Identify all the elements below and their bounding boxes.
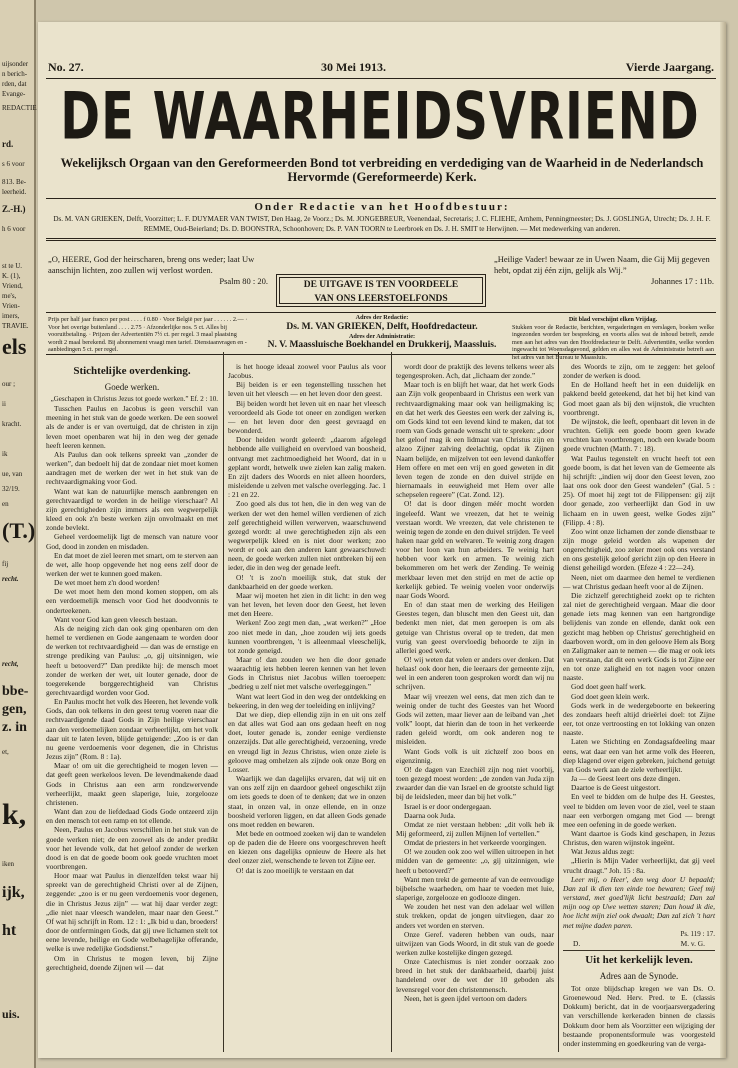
paragraph: Onze Geref. vaderen hebben van ouds, naar uitwijzen van Gods Woord, in dit stuk van de goede werken zulke kostelijke dingen gezegd.	[396, 929, 554, 957]
paragraph: Omdat ze niet verstaan hebben: „dit volk heb ik Mij geformeerd, zij zullen Mijnen lof vertellen.”	[396, 819, 554, 838]
paragraph: Maar o! dan zouden we hen die door genade waarachtig iets hebben leeren kennen van het leven Gods in Christus niet Jacobus willen toeroepen: „bedrieg u zelf niet met valsche overleggingen.”	[228, 655, 386, 692]
prev-fragment: TRAVIE.	[2, 322, 29, 330]
address-name: Ds. M. VAN GRIEKEN, Delft, Hoofdredacteur.	[286, 321, 478, 332]
paragraph: En o! dan staat men de werking des Heiligen Geestes tegen, dan bluscht men den Geest uit, dan bedenkt men niet, dat men geroepen is om als getuige van Christus overal op te treden, dat men vurig van geest overvloedig behoorde te zijn in allerlei goed werk.	[396, 600, 554, 655]
column-4	[563, 362, 715, 1052]
paragraph: Met bede en ootmoed zoeken wij dan te wandelen op de paden die de Heere ons voorgeschreven heeft en kiezen ons dagelijks opnieuw de Heere als het deel onzer ziel, wenschende te leven tot Zijne eer.	[228, 828, 386, 866]
paragraph: O! we zouden ook zoo wel willen uitroepen in het midden van de gemeente: „o, gij uitzinnigen, wie heeft u betooverd?”	[396, 847, 554, 875]
signature: D.	[573, 938, 581, 948]
paragraph: Om in Christus te mogen leven, bij Zijne gerechtigheid, doende Zijnen wil — dat	[46, 953, 218, 972]
paragraph: Wat Jezus aldus zegt:	[571, 847, 635, 857]
prev-big-fragment: ht	[2, 922, 17, 939]
prev-fragment: rden, dat	[2, 80, 27, 88]
prev-fragment: Z.-H.)	[2, 204, 26, 214]
john-verse	[494, 254, 714, 287]
prev-fragment: bbe-	[2, 684, 29, 699]
paragraph: wordt door de praktijk des levens telkens weer als tegengesproken. Ach, dat „lichaam der zonde.”	[396, 362, 554, 381]
paragraph: Daarna ook Juda.	[404, 810, 456, 820]
prev-fragment: 32/19.	[2, 485, 20, 493]
address-label: Adres der Redactie:	[355, 314, 409, 321]
issue-volume: Vierde Jaargang.	[625, 60, 714, 74]
paragraph: Tusschen Paulus en Jacobus is geen verschil van meening in het stuk van de goede werken. De een soowel als de ander is er van overtuigd, dat de christen in zijn leven moet openbaren wat hij in den weg der genade heeft leeren kennen.	[46, 404, 218, 450]
paragraph: O! de dagen van Ezechiël zijn nog niet voorbij, toen gezegd moest worden: „de zonden van Juda zijn zwaarder dan die van Israel en de grootste schuld ligt bij de leidsleden, meer dan bij het volk.”	[396, 764, 554, 802]
prev-big-fragment: ijk,	[2, 884, 25, 901]
paragraph: De wijnstok, die leeft, openbaart dit leven in de vruchten. Gelijk een goede boom geen kwade vruchten kan voortbrengen, noch een kwade boom goede vruchten (Matth. 7 : 18).	[563, 416, 715, 454]
paragraph: Israel is er door ondergegaan.	[404, 801, 492, 811]
paragraph: Door heiden wordt geleerd: „daarom afgelegd hebbende alle vuiligheid en overvloed van boosheid, ontvangt met zachtmoedigheid het Woord, dat in u geplant wordt, hetwelk uwe zielen kan zalig maken. En zijt daders des Woords en niet alleen hoorders, misleidende u zelven met valsche overlegging. Jac. 1 : 21 en 22.	[228, 435, 386, 500]
prev-fragment: fij	[2, 560, 9, 568]
paragraph: En veel te bidden om de hulpe des H. Geestes, veel te bidden om leven voor de ziel, veel te staan naar een verborgen omgang met God — brengt mee een oefening in de goede werken.	[563, 792, 715, 829]
paragraph: Maar wij moeten het zien in dit licht: in den weg van het leven, het leven door den Geest, het leven met den Heere.	[228, 590, 386, 619]
paragraph: Want wat leert God in den weg der ontdekking en bekeering, in den weg der toeleiding en inlijving?	[228, 691, 386, 710]
prev-fragment: kracht.	[2, 420, 22, 428]
paragraph: De wet moet hem z'n dood worden!	[54, 578, 160, 588]
address-block	[258, 314, 506, 351]
section-subheading: Adres aan de Synode.	[599, 971, 679, 981]
admin-name: N. V. Maassluische Boekhandel en Drukkerij, Maassluis.	[267, 340, 497, 350]
prev-fragment: ik	[2, 450, 8, 458]
prev-fragment: recht,	[2, 660, 19, 668]
paragraph: God doet geen klein werk.	[571, 691, 650, 701]
issue-date: 30 Mei 1913.	[321, 60, 386, 74]
article-heading: Stichtelijke overdenking.	[73, 365, 191, 377]
paragraph: O! wij weten dat velen er anders over denken. Dat helaas! ook door hen, die leeraars der gemeente zijn, wel in een anderen toon gesproken wordt dan wij nu schrijven.	[396, 655, 554, 692]
previous-page-edge	[0, 0, 36, 1068]
paragraph: Waarlijk we dan dagelijks ervaren, dat wij uit en van ons zelf zijn en daardoor geheel ongeschikt zijn om iets goeds te doen of te denken; dat we in onzen staat, in onzen val, in onze ellende, en in onze boosheid verloren liggen, en dat alleen Gods genade ons moet redden en bewaren.	[228, 774, 386, 829]
column-1	[46, 362, 218, 1052]
paragraph: Neen, het is geen ijdel vertoon om daders	[404, 993, 527, 1003]
box-line-2: VAN ONS LEERSTOELFONDS	[314, 294, 448, 304]
prev-fragment: our ;	[2, 380, 16, 388]
prev-fragment: Vriend,	[2, 282, 23, 290]
newspaper-subtitle: Wekelijksch Orgaan van den Gereformeerden Bond tot verbreiding en verdediging van de Waarheid in de Nederlandsch Hervormde (Gereformeerde) Kerk.	[60, 156, 704, 184]
column-3	[396, 362, 554, 1052]
paragraph: Want wat kan de natuurlijke mensch aanbrengen en gerechtvaardigd te worden in de heilige vierschaar? Al zijn gerechtigheden zijn immers als een wegwerpelijk kleed en ook z'n beste werken zijn onvolmaakt en met zonde bevlekt.	[46, 486, 218, 533]
prev-fragment: iken	[2, 860, 15, 868]
paragraph: O! 't is zoo'n moeilijk stuk, dat stuk der dankbaarheid en der goede werken.	[228, 572, 386, 591]
prev-fragment: z. in	[2, 720, 27, 735]
paragraph: Dat we diep, diep ellendig zijn in en uit ons zelf en dat alles wat God aan ons gedaan heeft en nog doet, louter genade is, zonder eenige verdienste onzerzijds. Dat alle gerechtigheid, verzoening, vrede en vreugd ligt in Jezus Christus, wien onze ziele is geloove mag omhelzen als zijnde ook onze Borg en Losser.	[228, 709, 386, 774]
paragraph: Neen, Paulus en Jacobus verschillen in het stuk van de goede werken niet; de een zoowel als de ander predikt voor het levende volk, dat het geloof zonder de werken dood is en dat de goede boom ook goede vruchten moet voortbrengen.	[46, 825, 218, 871]
paragraph: Laten we Stichting en Zondagsafdeeling maar eens, wat daar een van het arme volk des Heeren, diep klagend over eigen gebreken, juichend getuigt van Gods werk aan de ziele verheerlijkt.	[563, 737, 715, 774]
section-heading: Uit het kerkelijk leven.	[585, 954, 693, 966]
paragraph: Want voor God kan geen vleesch bestaan.	[54, 614, 178, 624]
paragraph: Die zichzelf gerechtigheid zoekt op te richten zal niet de gerechtigheid vergaan. Maar die door genade iets mag kennen van een hartgrondige belijdenis van zonde en ellende, dankt ook een gezicht mag hebben op Christus' gerechtigheid en daarboven wordt, om in den geloove Hem als Borg en Zaligmaker aan te nemen — die mag er ook iets van verstaan, dat dit een werk Gods is tot Zijne eer en tot onze zaligheid en tot nagen voor onzen naaste.	[563, 590, 715, 683]
paragraph: Bij beiden is er een tegenstelling tusschen het leven uit het vleesch — en het leven door den geest.	[228, 380, 386, 399]
prev-big-fragment: els	[2, 334, 27, 359]
paragraph: Gods werk in de wedergeboorte en bekeering des zondaars heeft altijd drieërlei doel: tot Zijne eer, tot onze vertroosting en tot lokking van onzen naaste.	[563, 700, 715, 738]
psalm-reference: Psalm 80 : 20.	[219, 276, 268, 286]
prev-fragment: Vrien-	[2, 302, 20, 310]
subscription-prices: Prijs per half jaar franco per post . . . . f 0.80 · Voor België per jaar . . . . . . 2.— · Voor het overige buitenland . . . . 2.75 · Afzonderlijke nos. 5 ct. Alles bij vooruitbetaling. · Prijzen der Advertentiën 7½ ct. per regel. 3 maal plaatsing wordt 2 maal berekend. Bij abonnement vraagt men tarief. Dienstaanvragen en -aanbiedingen 5 ct. per regel.	[48, 316, 248, 353]
info-rule-bottom	[46, 354, 716, 355]
paragraph: En dat moet de ziel leeren met smart, om te sterven aan de wet, alle hoop opgevende het nog eens zelf door de werken der wet te kunnen goed maken.	[46, 550, 218, 578]
prev-big-fragment: (T.)	[2, 518, 36, 543]
box-line-1: DE UITGAVE IS TEN VOORDEELE	[303, 280, 459, 290]
prev-fragment: me's,	[2, 292, 17, 300]
paragraph: Maar o! om uit die gerechtigheid te mogen leven — dat geeft geen werkeloos leven. De levendmakende daad Gods in Christus aan een arm rondzwervende verheerlijkt, maakt geen slaperige, luie, zorgelooze christenen.	[46, 761, 218, 807]
prev-fragment: s 6 voor	[2, 160, 25, 168]
article-subheading: Goede werken.	[104, 382, 160, 392]
column-divider	[391, 352, 392, 1052]
paragraph: Als de neiging zich dan ook ging openbaren om den hemel te verdienen en Gode aangenaam te worden door de werken tot rechtvaardigheid — dan was de ernstige en strenge prediking van Paulus: „o, gij uitsinnigen, wie heeft u betooverd?” Dan predikte hij: de mensch moet zonder de werken der wet, uit louter genade, door de toegerekende borggerechtigheid van Christus gerechtvaardigd worden voor God.	[46, 623, 218, 697]
paragraph: Want Gods volk is uit zichzelf zoo boos en eigenzinnig.	[396, 746, 554, 765]
issue-number: No. 27.	[48, 60, 84, 74]
newspaper-title: DE WAARHEIDSVRIEND	[60, 79, 700, 155]
paragraph: De wet moet hem den mond komen stoppen, om als een verdoemelijk mensch voor God het doodvonnis te onderteekenen.	[46, 587, 218, 615]
stanza-reference: Ps. 119 : 17.	[680, 929, 715, 938]
paragraph: Omdat de priesters in het verkeerde voorgingen.	[404, 838, 547, 848]
editors-rule	[46, 238, 716, 239]
note-title: Dit blad verschijnt elken Vrijdag.	[568, 316, 658, 323]
paragraph: Ja — de Geest leert ons deze dingen.	[571, 774, 681, 784]
psalm-verse	[48, 254, 268, 287]
prev-fragment: n berich-	[2, 70, 28, 78]
john-reference: Johannes 17 : 11b.	[651, 276, 714, 286]
prev-fragment: h 6 voor	[2, 225, 26, 233]
prev-big-fragment: k,	[2, 798, 27, 831]
column-2	[228, 362, 386, 1052]
paragraph: En de Holland heeft het in een duidelijk en pakkend beeld geteekend, dat het bij het kind van God moet gaan als bij den wijnstok, die vruchten voortbrengt.	[563, 380, 715, 417]
prev-fragment: REDACTIE	[2, 104, 37, 112]
paragraph: Bij beiden wordt het leven uit en naar het vleesch veroordeeld als Gode tot oneer en zondigen werken — en het leven door den geest gevraagd en bewonderd.	[228, 398, 386, 436]
note-text: Stukken voor de Redactie, berichten, vergaderingen en verslagen, boeken welke ingezonden worden ter bespreking, en voorts alles wat de inhoud betreft, zende men aan het adres van den Hoofdredacteur te Delft. Advertentiën, welke worden ingewacht tot Woensdagavond, gelden en alles wat de Administratie betreft aan het adres van het Bureau te Maassluis.	[512, 323, 714, 361]
paragraph: Onze Catechismus is niet zonder oorzaak zoo breed in het stuk der dankbaarheid, daarbij juist handelend over de wet der 10 geboden als levensregel voor den christenmensch.	[396, 957, 554, 994]
prev-fragment: leerheid.	[2, 188, 27, 196]
paragraph: Hoor maar wat Paulus in dienzelfden tekst waar hij spreekt van de gerechtigheid Christi over al de Zijnen, zeggende: „zoo is er nu geen verdoemenis voor degenen, die in Christus Jezus zijn” — wat hij daar verder zegt: „die niet naar vleesch wandelen, maar naar den Geest.” Of wat hij schrijft in Rom. 12 : 1: „Ik bid u dan, broeders! door de ontfermingen Gods, dat gij uwe lichamen stelt tot eene levende, heilige en Gode welbehagelijke offerande, welke is uwe redelijke Godsdienst.”	[46, 871, 218, 954]
column-divider	[223, 352, 224, 1052]
prev-fragment: recht.	[2, 575, 19, 583]
prev-fragment: ue, van	[2, 470, 23, 478]
paragraph: Geheel verdoemelijk ligt de mensch van nature voor God, dood in zonden en misdaden.	[46, 532, 218, 551]
paragraph: Zoo goed als dus tot hen, die in den weg van de werken der wet den hemel willen verdienen of zich zelf gerechtigheid willen verwerven, waarschuwend gezegd wordt: al uwe gerechtigheden zijn als een wegwerpelijk kleed en is niet door werken; zoo wordt er ook aan den anderen kant gewaarschuwd: neen, de goede werken zullen niet ontbreken bij een ieder, die in den weg der genade leeft.	[228, 499, 386, 573]
prev-fragment: uis.	[2, 1007, 20, 1021]
paragraph: Want men trekt de gemeente af van de eenvoudige bijbelsche waarheden, om haar te voeden met luie, slaperige, zorgelooze en godlooze dingen.	[396, 874, 554, 903]
paragraph: is het hooge ideaal zoowel voor Paulus als voor Jacobus.	[228, 362, 386, 381]
signature-line	[563, 939, 715, 948]
paragraph: O! dat is door dingen méér mocht worden ingeleefd. Want we vreezen, dat het te weinig verstaan wordt. We vreezen, dat vele christenen te weinig tegen de zonde en den duivel strijden. Te veel haken naar geld en welvaren. Te weinig zorg dragen voor het loon van hun arbeiders. Te weinig hart hebben voor kerk en armen. Te weinig zich bekommeren om het werk der Zending. Te weinig merkbaar leven met den strijd en met de actie op kerkelijk gebied. Te weinig voelen voor onderwijs naar Gods Woord.	[396, 499, 554, 600]
paragraph: Daartoe is de Geest uitgestort.	[571, 783, 661, 793]
paragraph: Zoo wint onze lichamen der zonde dienstbaar te zijn moge geleid worden als wapenen der ongerechtigheid, zoo zeker moet ook ons verstand en ons gestelijk geloof gericht zijn op den Heere in dienst geheiligd worden. (Efeze 4 : 22—24).	[563, 526, 715, 573]
editors-list: Ds. M. VAN GRIEKEN, Delft, Voorzitter; L. F. DUYMAER VAN TWIST, Den Haag, 2e Voorz.; Ds. M. JONGEBREUR, Veenendaal, Secretaris; J. C. FLIEHE, Arnhem, Penningmeester; Ds. J. GOSLINGA, Utrecht; Ds. J. H. F. REMME, Oud-Beierland; Ds. D. BOONSTRA, Schoonhoven; Ds. P. VAN TOORN te Leerbroek en Ds. J. H. SMIT te Herwijnen. — Met medewerking van anderen.	[53, 215, 711, 233]
prev-fragment: K. (1),	[2, 272, 21, 280]
article-epigraph: „Geschapen in Christus Jezus tot goede werken.” Ef. 2 : 10.	[50, 395, 218, 403]
prev-fragment: rd.	[2, 139, 14, 149]
redaction-line: Onder Redactie van het Hoofdbestuur:	[254, 201, 510, 213]
paragraph: Neen, niet om daarmee den hemel te verdienen — wat Christus gedaan heeft voor al de Zijnen.	[563, 572, 715, 591]
prev-fragment: ii	[2, 400, 6, 408]
prev-fragment: 813. Be-	[2, 178, 27, 186]
paragraph: Want daartoe is Gods kind geschapen, in Jezus Christus, den waren wijnstok ingeënt.	[563, 828, 715, 848]
paragraph: Tot onze blijdschap kregen we van Ds. O. Groenewoud Ned. Herv. Pred. te E. (classis Dokkum) bericht, dat in de voorjaarsvergadering van verschillende kerkeraden binnen de classis Dokkum door hem als Voorzitter een wijziging der bestaande proponentsformule was voorgesteld onder instemming en goedkeuring van de verga-	[563, 984, 715, 1048]
page-fold	[720, 22, 726, 1058]
subtitle-rule	[46, 198, 716, 199]
prev-fragment: gen,	[2, 702, 27, 717]
prev-fragment: en	[2, 500, 9, 508]
john-text: „Heilige Vader! bewaar ze in Uwen Naam, die Gij Mij gegeven hebt, opdat zij één zijn, gelijk als Wij.”	[494, 254, 710, 275]
prev-fragment: Evange-	[2, 90, 26, 98]
section-rule	[563, 950, 715, 951]
author-initials: M. v. G.	[680, 938, 705, 948]
paragraph: O! dat is zoo moeilijk te verstaan en dat	[236, 865, 354, 875]
paragraph: Want dan zou de liefdedaad Gods Gode ontzeerd zijn en den mensch tot een ramp en tot ellende.	[46, 807, 218, 826]
paragraph: Maar wij vreezen wel eens, dat men zich dan te weinig onder de tucht des Geestes van het Woord Gods wil zetten, maar liever aan de leiband van „het volk” loopt, dat hierin dan de toon in het verkeerde raden geleid wordt, om ook anderen nog te misleiden.	[396, 691, 554, 747]
paragraph: God doet geen half werk.	[571, 682, 646, 692]
paragraph: Maar toch is en blijft het waar, dat het werk Gods aan Zijn volk geopenbaard in Christus een werk van rechtvaardigmaking maar ook van heiligmaking is; en dat het werk des Geestes een werk der zalving is, om Gods kind tot een levend kind te maken, dat tot roem van Gods genade wenscht uit te spreken: „door het geloof mag ik een lidmaat van Christus zijn en alzoo Zijner zalving deelachtig, opdat ik Zijnen Naam belijde, en mijzelven tot een levend dankoffer Hem offere en met een vrij en goed geweten in dit leven tegen de zonde en den duivel strijde en hiernamaals in eeuwigheid met Hem over alle schepselen regeere” (Cat. Zond. 12).	[396, 380, 554, 500]
paragraph: We zouden het nest van den adelaar wel willen stuk trekken, opdat de jongen uitvliegen, daar zo anders vet worden en sterven.	[396, 902, 554, 930]
psalm-stanza: Leer mij, o Heer', den weg door U bepaald; Dan zal ik dien ten einde toe bewaren; Geef mij verstand, met goed'lijk licht bestraald; Dan zal mijn oog op Uwe wetten staren; Dan houd ik die, hoe licht mijn ziel ook dwaalt; Dan zal zich 't hart met mijne daden paren.	[563, 874, 715, 930]
paragraph: „Hierin is Mijn Vader verheerlijkt, dat gij veel vrucht draagt.” Joh. 15 : 8a.	[563, 856, 715, 875]
paragraph: Als Paulus dan ook telkens spreekt van „zonder de werken”, dan bedoelt hij dat de zondaar niet moet komen aandragen met de werken der wet in het stuk van de rechtvaardigmaking voor God.	[46, 449, 218, 487]
editors-rule-2	[46, 240, 716, 241]
psalm-text: „O, HEERE, God der heirscharen, breng ons weder; laat Uw aanschijn lichten, zoo zullen wij verlost worden.	[48, 254, 255, 275]
paragraph: Wat Paulus tegenstelt en vrucht heeft tot een goede boom, is dat het leven van de Gemeente als hij schrijft: „indien wij door den Geest leven, zoo laat ons ook door den Geest wandelen” (Gal. 5 : 25). Of moet hij zegt tot de Filippensen: gij zijt door genade, zoo verheerlijkt dan God in uw lichaam en in uwen geest, welke Godes zijn” (Filipp. 4 : 8).	[563, 453, 715, 527]
info-rule-top	[46, 312, 716, 313]
box-inner-border	[279, 277, 483, 304]
newspaper-page	[38, 22, 726, 1058]
paragraph: Werken! Zoo zegt men dan, „wat werken?” „Hoe zoo niet mede in dan, „hoe zouden wij iets goeds kunnen voortbrengen, 't is alleenmaal vleeschelijk, tot zonde geneigd.	[228, 618, 386, 655]
paragraph: En Paulus mocht het volk des Heeren, het levende volk Gods, dan ook telkens in den geest terug voeren naar die rechtvaardigende daad Gods in Zijn heilige vierschaar aan den verdoemelijken zondaar verheerlijkt, om het volk daar uit te laten leven, blijde getuigende: „Zoo is er dan nu geene verdoemenis voor degenen, die in Christus Jezus zijn” (Rom. 8 : 1a).	[46, 697, 218, 762]
column-divider	[558, 352, 559, 1052]
prev-fragment: st te U.	[2, 262, 23, 270]
admin-label: Adres der Administratie:	[348, 332, 416, 340]
prev-fragment: uijsonder	[2, 60, 29, 68]
prev-fragment: imers,	[2, 312, 20, 320]
prev-fragment: et,	[2, 748, 9, 756]
paragraph: des Woords te zijn, om te zeggen: het geloof zonder de werken is dood.	[563, 362, 715, 381]
